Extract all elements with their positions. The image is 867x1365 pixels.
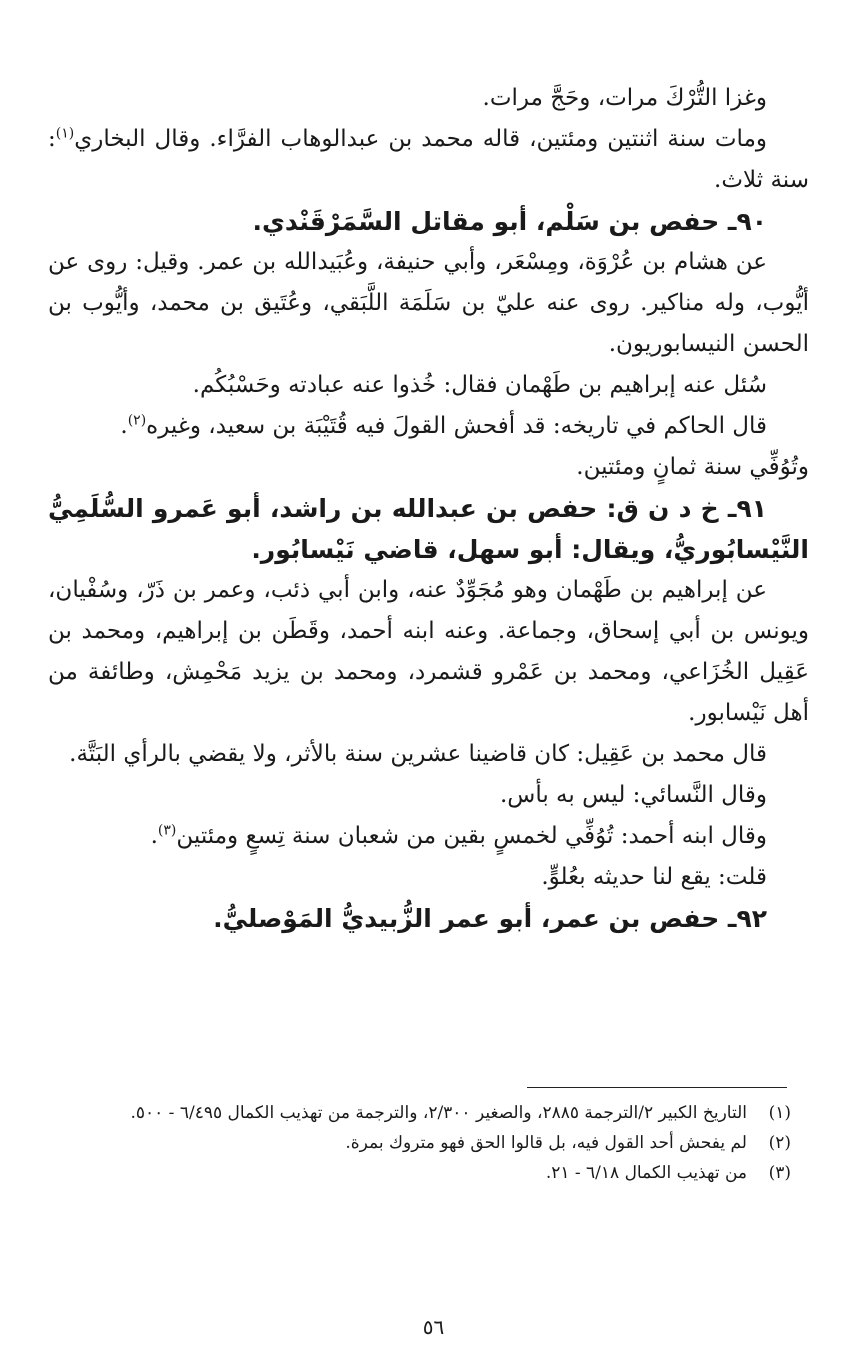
paragraph: وتُوُفِّي سنة ثمانٍ ومئتين. xyxy=(576,454,809,480)
footnote xyxy=(48,1098,791,1128)
footnote-number: (٣) xyxy=(768,1163,791,1183)
paragraph: ومات سنة اثنتين ومئتين، قاله محمد بن عبدالوهاب الفرَّاء. وقال البخاري$^{(١)}$: سنة ثلاث. xyxy=(48,125,809,193)
entry-heading: ٩٢ـ حفص بن عمر، أبو عمر الزُّبيديُّ المَوْصليُّ. xyxy=(213,904,767,933)
paragraph: قال الحاكم في تاريخه: قد أفحش القولَ فيه قُتَيْبَة بن سعيد، وغيره$^{(٢)}$. xyxy=(120,412,767,439)
main-text xyxy=(48,78,809,939)
paragraph: وقال النَّسائي: ليس به بأس. xyxy=(499,782,767,808)
footnote-ref[interactable]: (٣) xyxy=(157,822,177,839)
footnote-number: (١) xyxy=(768,1103,791,1123)
paragraph: عن إبراهيم بن طَهْمان وهو مُجَوِّدٌ عنه، وابن أبي ذئب، وعمر بن ذَرّ، وسُفْيان، ويونس بن أبي إسحاق، وجماعة. وعنه ابنه أحمد، وقَطَن بن إبراهيم، ومحمد بن عَقِيل الخُزَاعي، ومحمد بن عَمْرو قشمرد، ومحمد بن يزيد مَحْمِش، وطائفة من أهل نَيْسابور. xyxy=(48,577,809,726)
paragraph: قال محمد بن عَقِيل: كان قاضينا عشرين سنة بالأثر، ولا يقضي بالرأي البَتَّة. xyxy=(69,741,767,767)
footnote-ref[interactable]: (١) xyxy=(55,125,75,142)
paragraph: سُئل عنه إبراهيم بن طَهْمان فقال: خُذوا عنه عبادته وحَسْبُكُم. xyxy=(192,372,767,398)
footnote xyxy=(48,1128,791,1158)
footnote-ref[interactable]: (٢) xyxy=(127,412,147,429)
footnote-number: (٢) xyxy=(768,1133,791,1153)
footnote-text: لم يفحش أحد القول فيه، بل قالوا الحق فهو متروك بمرة. xyxy=(345,1133,747,1153)
paragraph: وقال ابنه أحمد: تُوُفِّي لخمسٍ بقين من شعبان سنة تِسعٍ ومئتين$^{(٣)}$. xyxy=(150,822,767,849)
paragraph: قلت: يقع لنا حديثه بعُلوٍّ. xyxy=(541,864,767,890)
footnote xyxy=(48,1158,791,1188)
page-number: ٥٦ xyxy=(422,1315,445,1339)
entry-heading: ٩٠ـ حفص بن سَلْم، أبو مقاتل السَّمَرْقَنْدي. xyxy=(252,207,767,236)
footnote-text: التاريخ الكبير ٢/الترجمة ٢٨٨٥، والصغير ٢/٣٠٠، والترجمة من تهذيب الكمال ٦/٤٩٥ - ٥٠٠. xyxy=(130,1103,747,1123)
paragraph: عن هشام بن عُرْوَة، ومِسْعَر، وأبي حنيفة، وعُبَيدالله بن عمر. وقيل: روى عن أيُّوب، وله مناكير. روى عنه عليّ بن سَلَمَة اللَّبَقي، وعُتَيق بن محمد، وأيُّوب بن الحسن النيسابوريون. xyxy=(48,249,809,357)
footnotes xyxy=(48,1098,791,1188)
footnote-divider xyxy=(527,1087,787,1088)
footnote-text: من تهذيب الكمال ٦/١٨ - ٢١. xyxy=(545,1163,747,1183)
paragraph: وغزا التُّرْكَ مرات، وحَجَّ مرات. xyxy=(482,85,767,111)
entry-heading: ٩١ـ خ د ن ق: حفص بن عبدالله بن راشد، أبو عَمرو السُّلَمِيُّ النَّيْسابُوريُّ، ويقال: أبو سهل، قاضي نَيْسابُور. xyxy=(48,494,809,564)
